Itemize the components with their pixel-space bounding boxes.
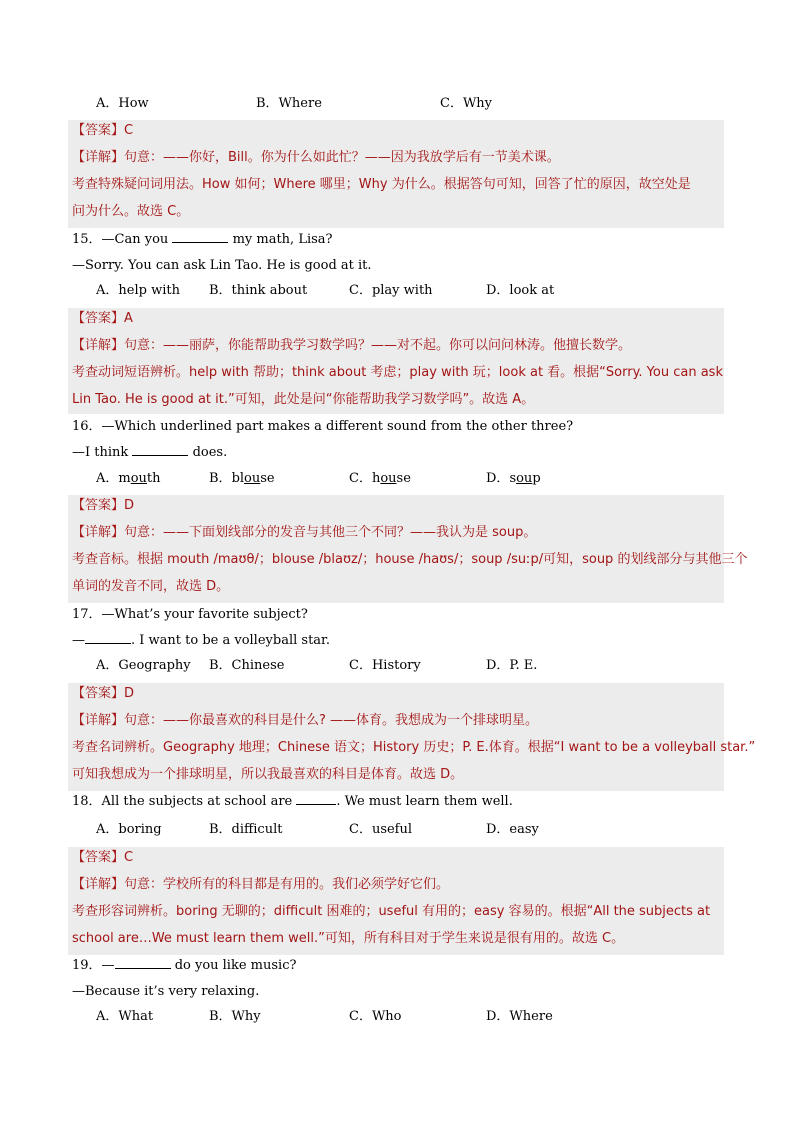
q15-reply: —Sorry. You can ask Lin Tao. He is good at it.: [72, 258, 372, 273]
q16-explain-1: 【详解】句意：——下面划线部分的发音与其他三个不同？——我认为是 soup。: [72, 525, 537, 540]
q18-explain-3: school are…We must learn them well.”可知，所有科目对于学生来说是很有用的。故选 C。: [72, 931, 625, 946]
reply-text: —I think: [72, 445, 129, 460]
q16-answer-block: [68, 495, 748, 603]
reply-text: —: [72, 633, 85, 648]
q18-option-d: D．easy: [486, 822, 539, 837]
q16-reply: [72, 443, 227, 463]
q17-option-d: D．P. E.: [486, 658, 538, 673]
q18-answer-block: [68, 847, 724, 955]
q15-option-d: D．look at: [486, 283, 555, 298]
stem-text: —What’s your favorite subject?: [101, 607, 308, 622]
q18-option-b: B．difficult: [209, 822, 283, 837]
answer-blank: [115, 956, 171, 969]
q18-explain-1: 【详解】句意：学校所有的科目都是有用的。我们必须学好它们。: [72, 877, 450, 892]
q15-explain-2: 考查动词短语辨析。help with 帮助；think about 考虑；play with 玩；look at 看。根据“Sorry. You can ask: [72, 365, 723, 380]
q14-explain-3: 问为什么。故选 C。: [72, 204, 190, 219]
q16-option-b: B．blouse: [209, 471, 275, 486]
stem-text: my math, Lisa?: [232, 232, 333, 247]
stem-text: All the subjects at school are: [101, 794, 293, 809]
q16-stem: [72, 417, 573, 437]
q19-option-a: A．What: [96, 1009, 154, 1024]
q14-option-b: B．Where: [256, 96, 322, 111]
question-number: 18．: [72, 794, 102, 809]
q18-stem: [72, 792, 513, 812]
answer-blank: [296, 792, 336, 805]
q14-answer-block: [68, 120, 724, 228]
question-number: 15．: [72, 232, 102, 247]
q17-explain-1: 【详解】句意：——你最喜欢的科目是什么? ——体育。我想成为一个排球明星。: [72, 713, 539, 728]
q17-explain-2: 考查名词辨析。Geography 地理；Chinese 语文；History 历史；P. E.体育。根据“I want to be a volleyball star.”: [72, 740, 756, 755]
q19-option-d: D．Where: [486, 1009, 553, 1024]
question-number: 17．: [72, 607, 102, 622]
q14-explain-2: 考查特殊疑问词用法。How 如何；Where 哪里；Why 为什么。根据答句可知，回答了忙的原因，故空处是: [72, 177, 691, 192]
q18-option-c: C．useful: [349, 822, 413, 837]
q17-explain-3: 可知我想成为一个排球明星，所以我最喜欢的科目是体育。故选 D。: [72, 767, 464, 782]
q15-option-b: B．think about: [209, 283, 308, 298]
stem-text: —Can you: [101, 232, 169, 247]
q17-option-c: C．History: [349, 658, 421, 673]
q14-answer: 【答案】C: [72, 123, 134, 138]
answer-blank: [85, 631, 131, 644]
q18-option-a: A．boring: [96, 822, 162, 837]
q16-explain-3: 单词的发音不同，故选 D。: [72, 579, 230, 594]
reply-text: . I want to be a volleyball star.: [131, 633, 330, 648]
q15-option-a: A．help with: [96, 283, 180, 298]
q17-option-b: B．Chinese: [209, 658, 285, 673]
question-number: 19．: [72, 958, 102, 973]
q17-reply: [72, 631, 330, 651]
q15-explain-3: Lin Tao. He is good at it.”可知，此处是问“你能帮助我学习数学吗”。故选 A。: [72, 392, 535, 407]
q19-stem: [72, 956, 296, 976]
q16-option-d: D．soup: [486, 471, 541, 486]
q17-option-a: A．Geography: [96, 658, 191, 673]
q16-option-a: A．mouth: [96, 471, 161, 486]
q14-option-a: A．How: [96, 96, 149, 111]
q15-stem: [72, 230, 333, 250]
q15-answer-block: [68, 308, 724, 414]
q19-option-b: B．Why: [209, 1009, 261, 1024]
stem-text: . We must learn them well.: [336, 794, 513, 809]
q15-explain-1: 【详解】句意：——丽萨，你能帮助我学习数学吗？——对不起。你可以问问林涛。他擅长数学。: [72, 338, 632, 353]
q17-stem: [72, 605, 308, 625]
q14-explain-1: 【详解】句意：——你好，Bill。你为什么如此忙？——因为我放学后有一节美术课。: [72, 150, 560, 165]
q17-answer: 【答案】D: [72, 686, 135, 701]
q19-reply: —Because it’s very relaxing.: [72, 984, 260, 999]
q15-answer: 【答案】A: [72, 311, 133, 326]
q18-explain-2: 考查形容词辨析。boring 无聊的；difficult 困难的；useful 有用的；easy 容易的。根据“All the subjects at: [72, 904, 711, 919]
q16-explain-2: 考查音标。根据 mouth /maʊθ/；blouse /blaʊz/；house /haʊs/；soup /suːp/可知，soup 的划线部分与其他三个: [72, 552, 748, 567]
answer-blank: [172, 230, 228, 243]
stem-text: —Which underlined part makes a different sound from the other three?: [101, 419, 574, 434]
reply-text: does.: [192, 445, 228, 460]
q16-answer: 【答案】D: [72, 498, 135, 513]
q19-option-c: C．Who: [349, 1009, 402, 1024]
q14-option-c: C．Why: [440, 96, 493, 111]
q16-option-c: C．house: [349, 471, 411, 486]
q15-option-c: C．play with: [349, 283, 433, 298]
stem-text: do you like music?: [174, 958, 297, 973]
stem-text: —: [101, 958, 115, 973]
question-number: 16．: [72, 419, 102, 434]
q18-answer: 【答案】C: [72, 850, 134, 865]
q17-answer-block: [68, 683, 756, 791]
answer-blank: [132, 443, 188, 456]
